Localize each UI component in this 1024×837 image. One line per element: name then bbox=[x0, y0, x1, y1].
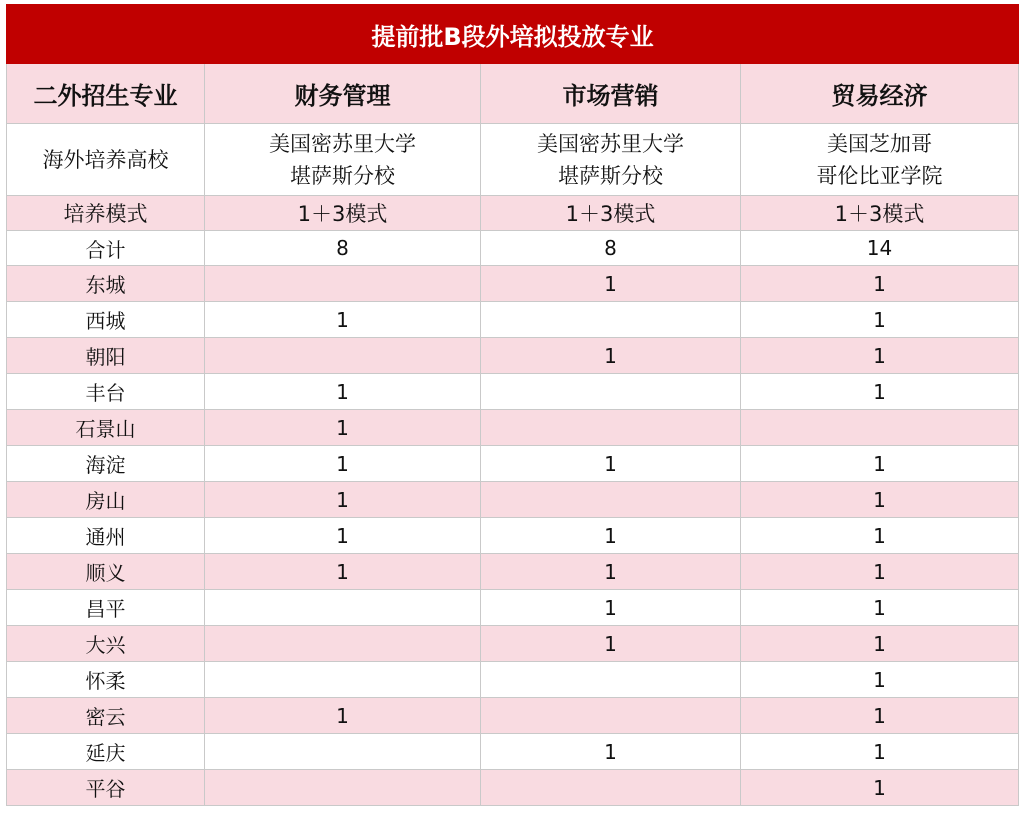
district-count-cell: 1 bbox=[741, 770, 1019, 806]
district-count-cell bbox=[481, 302, 741, 338]
district-count-cell bbox=[205, 266, 481, 302]
district-count-cell bbox=[481, 662, 741, 698]
school-name-line: 哥伦比亚学院 bbox=[816, 163, 943, 188]
school-name-line: 美国密苏里大学 bbox=[537, 131, 684, 156]
district-count-cell: 1 bbox=[481, 554, 741, 590]
district-row bbox=[7, 626, 1019, 662]
district-count-cell: 1 bbox=[741, 626, 1019, 662]
district-count-cell: 1 bbox=[205, 446, 481, 482]
district-name: 西城 bbox=[7, 302, 205, 338]
district-name: 丰台 bbox=[7, 374, 205, 410]
table-container bbox=[6, 4, 1018, 806]
district-row bbox=[7, 662, 1019, 698]
overseas-school-row bbox=[7, 124, 1019, 196]
district-count-cell: 1 bbox=[741, 662, 1019, 698]
school-name-line: 堪萨斯分校 bbox=[290, 163, 395, 188]
district-count-cell bbox=[481, 770, 741, 806]
district-row bbox=[7, 482, 1019, 518]
district-count-cell bbox=[205, 662, 481, 698]
district-row bbox=[7, 590, 1019, 626]
district-count-cell: 1 bbox=[481, 338, 741, 374]
district-count-cell: 1 bbox=[205, 302, 481, 338]
district-row bbox=[7, 302, 1019, 338]
district-count-cell: 1 bbox=[741, 338, 1019, 374]
table-title: 提前批B段外培拟投放专业 bbox=[7, 5, 1019, 64]
training-mode-cell: 1＋3模式 bbox=[481, 196, 741, 231]
district-count-cell bbox=[205, 590, 481, 626]
district-name: 房山 bbox=[7, 482, 205, 518]
district-count-cell bbox=[481, 410, 741, 446]
school-name-line: 美国芝加哥 bbox=[827, 131, 933, 156]
district-count-cell: 1 bbox=[741, 518, 1019, 554]
district-name: 海淀 bbox=[7, 446, 205, 482]
total-label: 合计 bbox=[7, 231, 205, 266]
district-row bbox=[7, 734, 1019, 770]
header-major-finance: 财务管理 bbox=[205, 64, 481, 124]
district-row bbox=[7, 338, 1019, 374]
district-row bbox=[7, 446, 1019, 482]
district-count-cell: 1 bbox=[741, 482, 1019, 518]
major-allocation-table bbox=[6, 4, 1019, 806]
overseas-school-cell bbox=[741, 124, 1019, 196]
district-count-cell: 1 bbox=[741, 590, 1019, 626]
school-name-line: 美国密苏里大学 bbox=[269, 131, 416, 156]
overseas-school-cell bbox=[205, 124, 481, 196]
total-cell: 8 bbox=[481, 231, 741, 266]
table-title-row bbox=[7, 5, 1019, 64]
district-name: 昌平 bbox=[7, 590, 205, 626]
district-count-cell bbox=[205, 338, 481, 374]
district-count-cell: 1 bbox=[481, 626, 741, 662]
district-name: 平谷 bbox=[7, 770, 205, 806]
district-count-cell: 1 bbox=[481, 590, 741, 626]
district-row bbox=[7, 698, 1019, 734]
district-count-cell bbox=[741, 410, 1019, 446]
total-cell: 14 bbox=[741, 231, 1019, 266]
district-row bbox=[7, 266, 1019, 302]
district-name: 东城 bbox=[7, 266, 205, 302]
header-major-marketing: 市场营销 bbox=[481, 64, 741, 124]
total-cell: 8 bbox=[205, 231, 481, 266]
district-count-cell bbox=[481, 482, 741, 518]
district-count-cell bbox=[205, 734, 481, 770]
training-mode-label: 培养模式 bbox=[7, 196, 205, 231]
district-row bbox=[7, 770, 1019, 806]
header-major-label: 二外招生专业 bbox=[7, 64, 205, 124]
district-count-cell bbox=[205, 626, 481, 662]
district-count-cell: 1 bbox=[741, 302, 1019, 338]
district-count-cell: 1 bbox=[481, 266, 741, 302]
district-count-cell: 1 bbox=[741, 374, 1019, 410]
district-count-cell bbox=[205, 770, 481, 806]
district-count-cell: 1 bbox=[205, 698, 481, 734]
district-count-cell: 1 bbox=[205, 518, 481, 554]
district-name: 怀柔 bbox=[7, 662, 205, 698]
header-major-trade-economics: 贸易经济 bbox=[741, 64, 1019, 124]
district-count-cell: 1 bbox=[481, 446, 741, 482]
school-name-line: 堪萨斯分校 bbox=[558, 163, 663, 188]
district-name: 延庆 bbox=[7, 734, 205, 770]
district-count-cell: 1 bbox=[741, 698, 1019, 734]
district-name: 通州 bbox=[7, 518, 205, 554]
district-count-cell bbox=[481, 374, 741, 410]
district-name: 顺义 bbox=[7, 554, 205, 590]
district-name: 大兴 bbox=[7, 626, 205, 662]
district-count-cell: 1 bbox=[481, 518, 741, 554]
training-mode-cell: 1＋3模式 bbox=[205, 196, 481, 231]
district-name: 朝阳 bbox=[7, 338, 205, 374]
training-mode-cell: 1＋3模式 bbox=[741, 196, 1019, 231]
overseas-school-label: 海外培养高校 bbox=[7, 124, 205, 196]
district-count-cell: 1 bbox=[741, 554, 1019, 590]
district-count-cell bbox=[481, 698, 741, 734]
district-count-cell: 1 bbox=[205, 374, 481, 410]
district-row bbox=[7, 410, 1019, 446]
district-row bbox=[7, 374, 1019, 410]
district-count-cell: 1 bbox=[205, 554, 481, 590]
table-header-row bbox=[7, 64, 1019, 124]
district-row bbox=[7, 554, 1019, 590]
district-name: 密云 bbox=[7, 698, 205, 734]
district-count-cell: 1 bbox=[741, 446, 1019, 482]
district-count-cell: 1 bbox=[205, 410, 481, 446]
district-name: 石景山 bbox=[7, 410, 205, 446]
overseas-school-cell bbox=[481, 124, 741, 196]
district-count-cell: 1 bbox=[205, 482, 481, 518]
district-row bbox=[7, 518, 1019, 554]
total-row bbox=[7, 231, 1019, 266]
district-count-cell: 1 bbox=[481, 734, 741, 770]
training-mode-row bbox=[7, 196, 1019, 231]
district-count-cell: 1 bbox=[741, 734, 1019, 770]
district-count-cell: 1 bbox=[741, 266, 1019, 302]
